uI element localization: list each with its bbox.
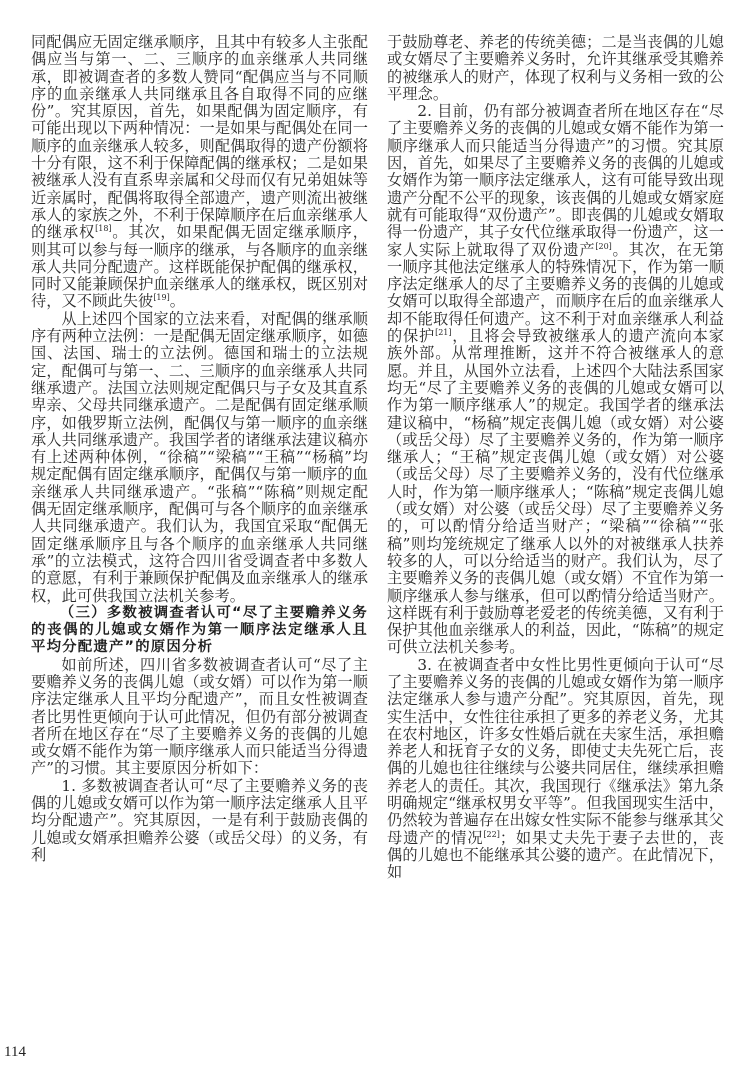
paragraph-text: 2. 目前，仍有部分被调查者所在地区存在“尽了主要赡养义务的丧偶的儿媳或女婿不能作为第一顺序继承人而只能适当分得遗产”的习惯。究其原因，首先，如果尽了主要赡养义务的丧偶的儿媳或女婿作为第一顺序法定继承人，这有可能导致出现遗产分配不公平的现象，该丧偶的儿媳或女婿家庭就有可能取得“双份遗产”。即丧偶的儿媳或女婿取得一份遗产，其子女代位继承取得一份遗产，这一家人实际上就取得了双份遗产 xyxy=(387,102,724,259)
paragraph: 如前所述，四川省多数被调查者认可“尽了主要赡养义务的丧偶儿媳（或女婿）可以作为第一顺序法定继承人且平均分配遗产”，而且女性被调查者比男性更倾向于认可此情况，但仍有部分被调查者所在地区存在“尽了主要赡养义务的丧偶的儿媳或女婿不能作为第一顺序继承人而只能适当分得遗产”的习惯。其主要原因分析如下： xyxy=(31,655,368,778)
paragraph-text: 3. 在被调查者中女性比男性更倾向于认可“尽了主要赡养义务的丧偶的儿媳或女婿作为第一顺序法定继承人参与遗产分配”。究其原因，首先，现实生活中，女性往往承担了更多的养老义务，尤其在农村地区，许多女性婚后就在夫家生活，承担赡养老人和抚育子女的义务，即使丈夫先死亡后，丧偶的儿媳也往往继续与公婆共同居住，继续承担赡养老人的责任。其次，我国现行《继承法》第九条明确规定“继承权男女平等”。但我国现实生活中，仍然较为普遍存在出嫁女性实际不能参与继承其父母遗产的情况 xyxy=(387,655,724,847)
paragraph-text: 。其次，如果配偶无固定继承顺序，则其可以参与每一顺序的继承，与各顺序的血亲继承人共同分配遗产。这样既能保护配偶的继承权，同时又能兼顾保护血亲继承人的继承权，既区别对待，又不顾此失彼 xyxy=(31,223,368,311)
right-column xyxy=(387,34,724,882)
citation-marker: [22] xyxy=(483,829,500,839)
citation-marker: [18] xyxy=(95,224,112,234)
citation-marker: [20] xyxy=(595,241,612,251)
paragraph-text: ；如果丈夫先于妻子去世的，丧偶的儿媳也不能继承其公婆的遗产。在此情况下，如 xyxy=(387,828,724,882)
paragraph: 从上述四个国家的立法来看，对配偶的继承顺序有两种立法例：一是配偶无固定继承顺序，如德国、法国、瑞士的立法例。德国和瑞士的立法规定，配偶可与第一、二、三顺序的血亲继承人共同继承遗产。法国立法则规定配偶只与子女及其直系卑亲、父母共同继承遗产。二是配偶有固定继承顺序，如俄罗斯立法例，配偶仅与第一顺序的血亲继承人共同继承遗产。我国学者的诸继承法建议稿亦有上述两种体例，“徐稿”“梁稿”“王稿”“杨稿”均规定配偶有固定继承顺序，配偶仅与第一顺序的血亲继承人共同继承遗产。“张稿”“陈稿”则规定配偶无固定继承顺序，配偶可与各个顺序的血亲继承人共同继承遗产。我们认为，我国宜采取“配偶无固定继承顺序且与各个顺序的血亲继承人共同继承”的立法模式，这符合四川省受调查者中多数人的意愿，有利于兼顾保护配偶及血亲继承人的继承权，此可供我国立法机关参考。 xyxy=(31,309,368,605)
left-column xyxy=(31,34,368,864)
paragraph: 于鼓励尊老、养老的传统美德；二是当丧偶的儿媳或女婿尽了主要赡养义务时，允许其继承受其赡养的被继承人的财产，体现了权利与义务相一致的公平理念。 xyxy=(387,33,724,103)
paragraph-text: 同配偶应无固定继承顺序，且其中有较多人主张配偶应当与第一、二、三顺序的血亲继承人共同继承，即被调查者的多数人赞同“配偶应当与不同顺序的血亲继承人共同继承且各自取得不同的应继份”。究其原因，首先，如果配偶为固定顺序，有可能出现以下两种情况：一是如果与配偶处在同一顺序的血亲继承人较多，则配偶取得的遗产份额将十分有限，这不利于保障配偶的继承权；二是如果被继承人没有直系卑亲属和父母而仅有兄弟姐妹等近亲属时，配偶将取得全部遗产，遗产则流出被继承人的家族之外，不利于保障顺序在后血亲继承人的继承权 xyxy=(31,33,368,242)
paragraph-text: ，且将会导致被继承人的遗产流向本家族外部。从常理推断，这并不符合被继承人的意愿。并且，从国外立法看，上述四个大陆法系国家均无“尽了主要赡养义务的丧偶的儿媳或女婿可以作为第一顺序继承人”的规定。我国学者的继承法建议稿中，“杨稿”规定丧偶儿媳（或女婿）对公婆（或岳父母）尽了主要赡养义务的，作为第一顺序继承人；“王稿”规定丧偶儿媳（或女婿）对公婆（或岳父母）尽了主要赡养义务的，没有代位继承人时，作为第一顺序继承人；“陈稿”规定丧偶儿媳（或女婿）对公婆（或岳父母）尽了主要赡养义务的，可以酌情分给适当财产；“梁稿”“徐稿”“张稿”则均笼统规定了继承人以外的对被继承人扶养较多的人，可以分给适当的财产。我们认为，尽了主要赡养义务的丧偶儿媳（或女婿）不宜作为第一顺序继承人参与继承，但可以酌情分给适当财产。这样既有利于鼓励尊老爱老的传统美德，又有利于保护其他血亲继承人的利益，因此，“陈稿”的规定可供立法机关参考。 xyxy=(387,327,724,657)
paragraph-text: 。 xyxy=(169,292,186,311)
citation-marker: [21] xyxy=(435,327,452,337)
section-heading: （三）多数被调查者认可“尽了主要赡养义务的丧偶的儿媳或女婿作为第一顺序法定继承人且平均分配遗产”的原因分析 xyxy=(31,604,368,656)
page-number: 114 xyxy=(4,1044,26,1060)
citation-marker: [19] xyxy=(153,293,170,303)
paragraph xyxy=(387,657,724,882)
paragraph-text: 。其次，在无第一顺序其他法定继承人的特殊情况下，作为第一顺序法定继承人的尽了主要赡养义务的丧偶的儿媳或女婿可以取得全部遗产，而顺序在后的血亲继承人却不能取得任何遗产。这不利于对血亲继承人利益的保护 xyxy=(387,240,724,346)
paragraph xyxy=(31,34,368,311)
paragraph xyxy=(387,103,724,657)
paragraph: 1. 多数被调查者认可“尽了主要赡养义务的丧偶的儿媳或女婿可以作为第一顺序法定继承人且平均分配遗产”。究其原因，一是有利于鼓励丧偶的儿媳或女婿承担赡养公婆（或岳父母）的义务，有利 xyxy=(31,776,368,864)
